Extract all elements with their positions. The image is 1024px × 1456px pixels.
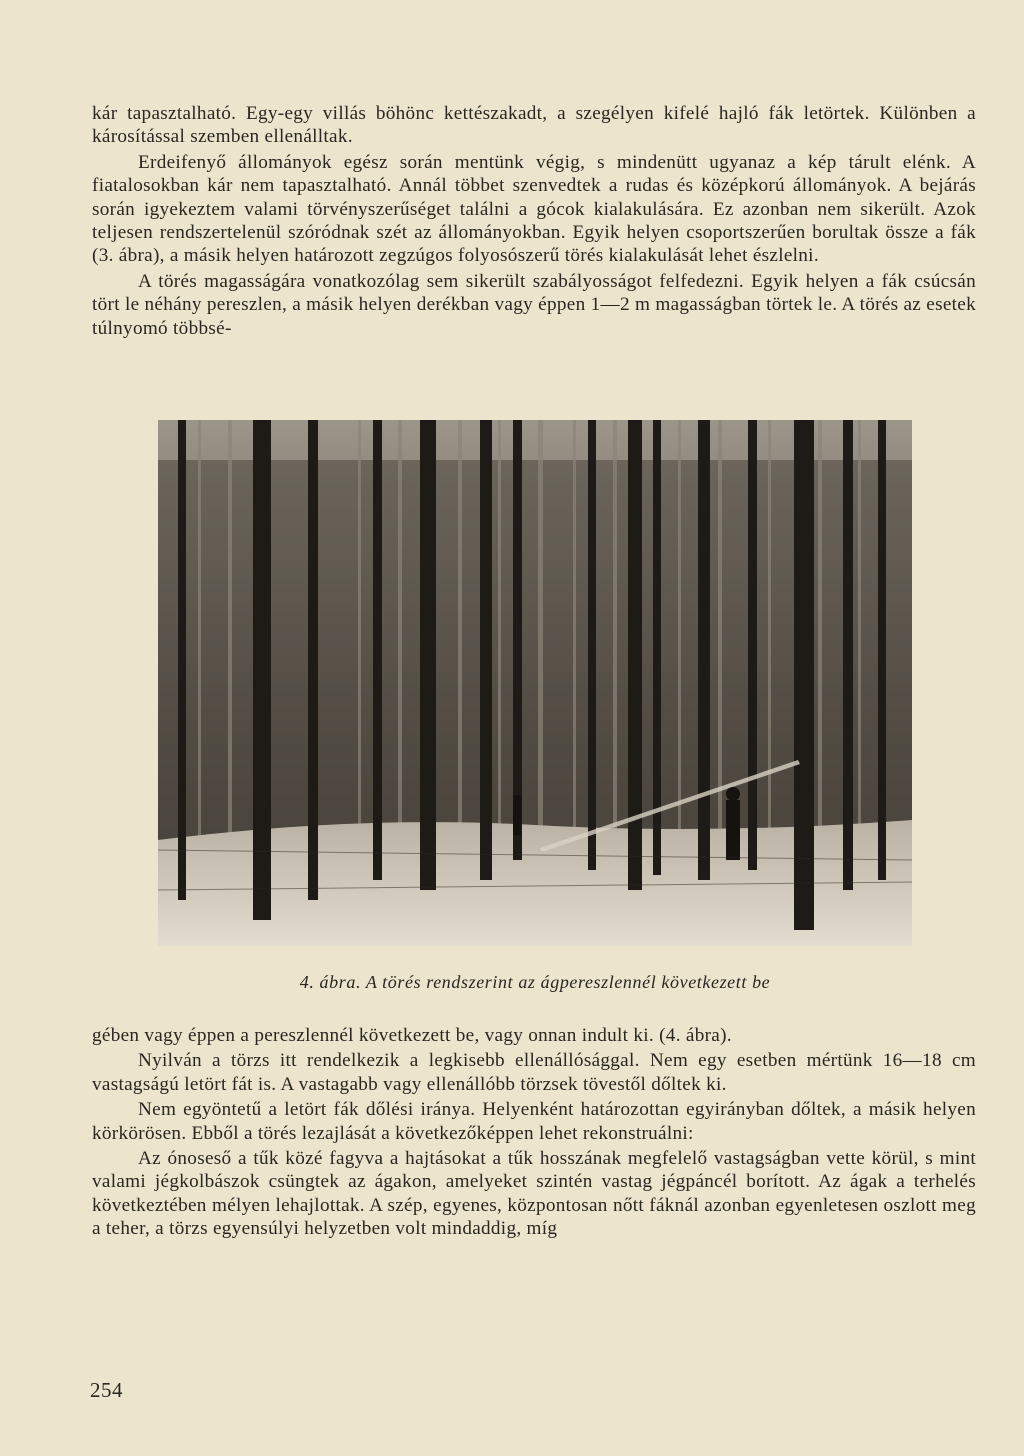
paragraph: Az ónoseső a tűk közé fagyva a hajtásokat a tűk hosszának megfelelő vastagságban vette körül, s mint valami jégkolbászok csüngtek az ágakon, amelyeket szintén vastag jégpáncél borított. Az ágak a terhelés következtében mélyen lehajlottak. A szép, egyenes, központosan nőtt fáknál azonban egyenletesen oszlott meg a teher, a törzs egyensúlyi helyzetben volt mindaddig, míg bbox=[92, 1148, 976, 1240]
forest-photo-illustration bbox=[158, 420, 912, 946]
paragraph: Nem egyöntetű a letört fák dőlési iránya. Helyenként határozottan egyirányban dőltek, a másik helyen körkörösen. Ebből a törés lezajlását a következőképpen lehet rekonstruálni: bbox=[92, 1099, 976, 1144]
figure-caption: 4. ábra. A törés rendszerint az ágpereszlennél következett be bbox=[299, 972, 771, 992]
text-block-bottom bbox=[92, 1024, 976, 1241]
paragraph: Nyilván a törzs itt rendelkezik a legkisebb ellenállósággal. Nem egy esetben mértünk 16—18 cm vastagságú letört fát is. A vastagabb vagy ellenállóbb törzsek tövestől dőltek ki. bbox=[92, 1050, 976, 1095]
forest-photograph bbox=[158, 420, 912, 946]
paragraph: kár tapasztalható. Egy-egy villás böhönc kettészakadt, a szegélyen kifelé hajló fák letörtek. Különben a károsítással szemben ellenálltak. bbox=[92, 103, 976, 148]
paragraph: A törés magasságára vonatkozólag sem sikerült szabályosságot felfedezni. Egyik helyen a fák csúcsán tört le néhány pereszlen, a másik helyen derékban vagy éppen 1—2 m magasságban törtek le. A törés az esetek túlnyomó többsé- bbox=[92, 270, 976, 339]
paragraph: Erdeifenyő állományok egész során mentünk végig, s mindenütt ugyanaz a kép tárult elénk. A fiatalosokban kár nem tapasztalható. Annál többet szenvedtek a rudas és középkorú állományok. A bejárás során igyekeztem valami törvényszerűséget találni a gócok kialakulására. Ez azonban nem sikerült. Azok teljesen rendszertelenül szóródnak szét az állományokban. Egyik helyen csoportszerűen borultak össze a fák (3. ábra), a másik helyen határozott zegzúgos folyosószerű törés kialakulását lehet észlelni. bbox=[92, 151, 976, 267]
paragraph: gében vagy éppen a pereszlennél következett be, vagy onnan indult ki. (4. ábra). bbox=[92, 1025, 732, 1046]
text-block-top bbox=[92, 102, 976, 340]
page-number: 254 bbox=[90, 1378, 123, 1402]
